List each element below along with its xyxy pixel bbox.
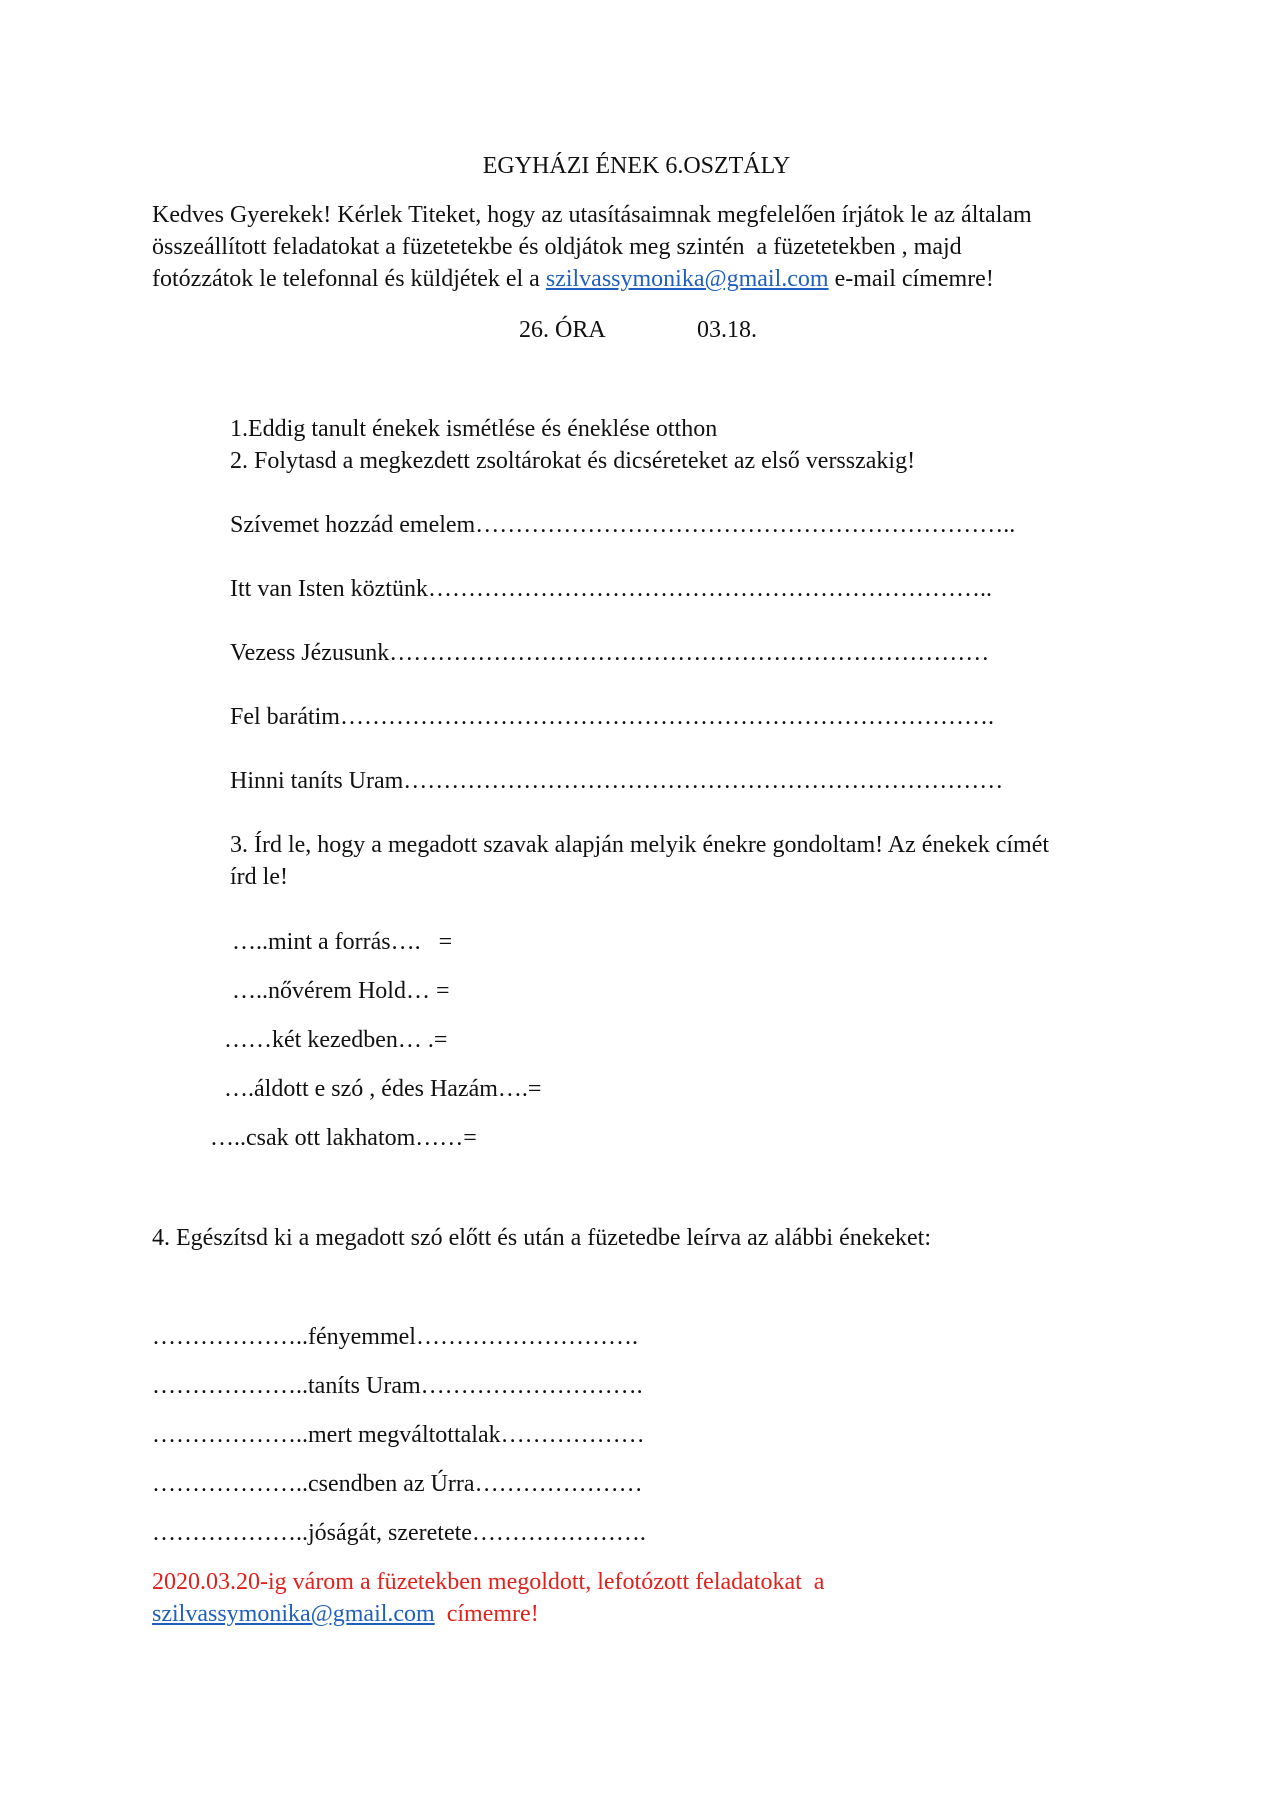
deadline-line-1: 2020.03.20-ig várom a füzetekben megoldott, lefotózott feladatokat a: [152, 1569, 825, 1595]
intro-line-3-start: fotózzátok le telefonnal és küldjétek el a: [152, 266, 546, 292]
task-4-heading: 4. Egészítsd ki a megadott szó előtt és után a füzetedbe leírva az alábbi énekeket:: [152, 1225, 932, 1251]
task-3-heading-cont: írd le!: [230, 864, 288, 890]
task-2-item: Fel barátim……………………………………………………………………….: [230, 704, 994, 730]
lesson-date: 03.18.: [697, 317, 757, 343]
task-3-heading: 3. Írd le, hogy a megadott szavak alapján melyik énekre gondoltam! Az énekek címét: [230, 832, 1050, 858]
intro-line-2: összeállított feladatokat a füzetetekbe és oldjátok meg szintén a füzetetekben , majd: [152, 234, 962, 260]
task-2-item: Vezess Jézusunk…………………………………………………………………: [230, 640, 990, 666]
task-4-item: ………………..csendben az Úrra…………………: [152, 1471, 643, 1497]
deadline-email-link[interactable]: szilvassymonika@gmail.com: [152, 1601, 435, 1627]
page-title: EGYHÁZI ÉNEK 6.OSZTÁLY: [482, 153, 791, 179]
deadline-line-2-end: címemre!: [434, 1601, 539, 1627]
task-3-item: …..csak ott lakhatom……=: [210, 1125, 477, 1151]
task-3-item: ….áldott e szó , édes Hazám….=: [224, 1076, 542, 1102]
task-2-heading: 2. Folytasd a megkezdett zsoltárokat és dicséreteket az első versszakig!: [230, 448, 916, 474]
task-3-item: ……két kezedben… .=: [224, 1027, 448, 1053]
task-2-item: Szívemet hozzád emelem…………………………………………………………..: [230, 512, 1016, 538]
intro-line-3: [152, 263, 994, 295]
email-link[interactable]: szilvassymonika@gmail.com: [545, 266, 829, 292]
task-4-item: ………………..mert megváltottalak………………: [152, 1422, 645, 1448]
task-3-item: …..nővérem Hold… =: [232, 978, 450, 1004]
intro-line-1: Kedves Gyerekek! Kérlek Titeket, hogy az utasításaimnak megfelelően írjátok le az általam: [152, 202, 1032, 228]
lesson-number: 26. ÓRA: [519, 317, 606, 343]
task-4-item: ………………..taníts Uram……………………….: [152, 1373, 643, 1399]
task-2-item: Itt van Isten köztünk……………………………………………………………..: [230, 576, 992, 602]
task-4-item: ………………..jóságát, szeretete………………….: [152, 1520, 646, 1546]
task-4-item: ………………..fényemmel……………………….: [152, 1324, 638, 1350]
task-3-item: …..mint a forrás…. =: [232, 929, 453, 955]
deadline-line-2: [152, 1598, 539, 1630]
intro-line-3-end: e-mail címemre!: [828, 266, 994, 292]
task-2-item: Hinni taníts Uram…………………………………………………………………: [230, 768, 1004, 794]
task-1: 1.Eddig tanult énekek ismétlése és éneklése otthon: [230, 416, 718, 442]
